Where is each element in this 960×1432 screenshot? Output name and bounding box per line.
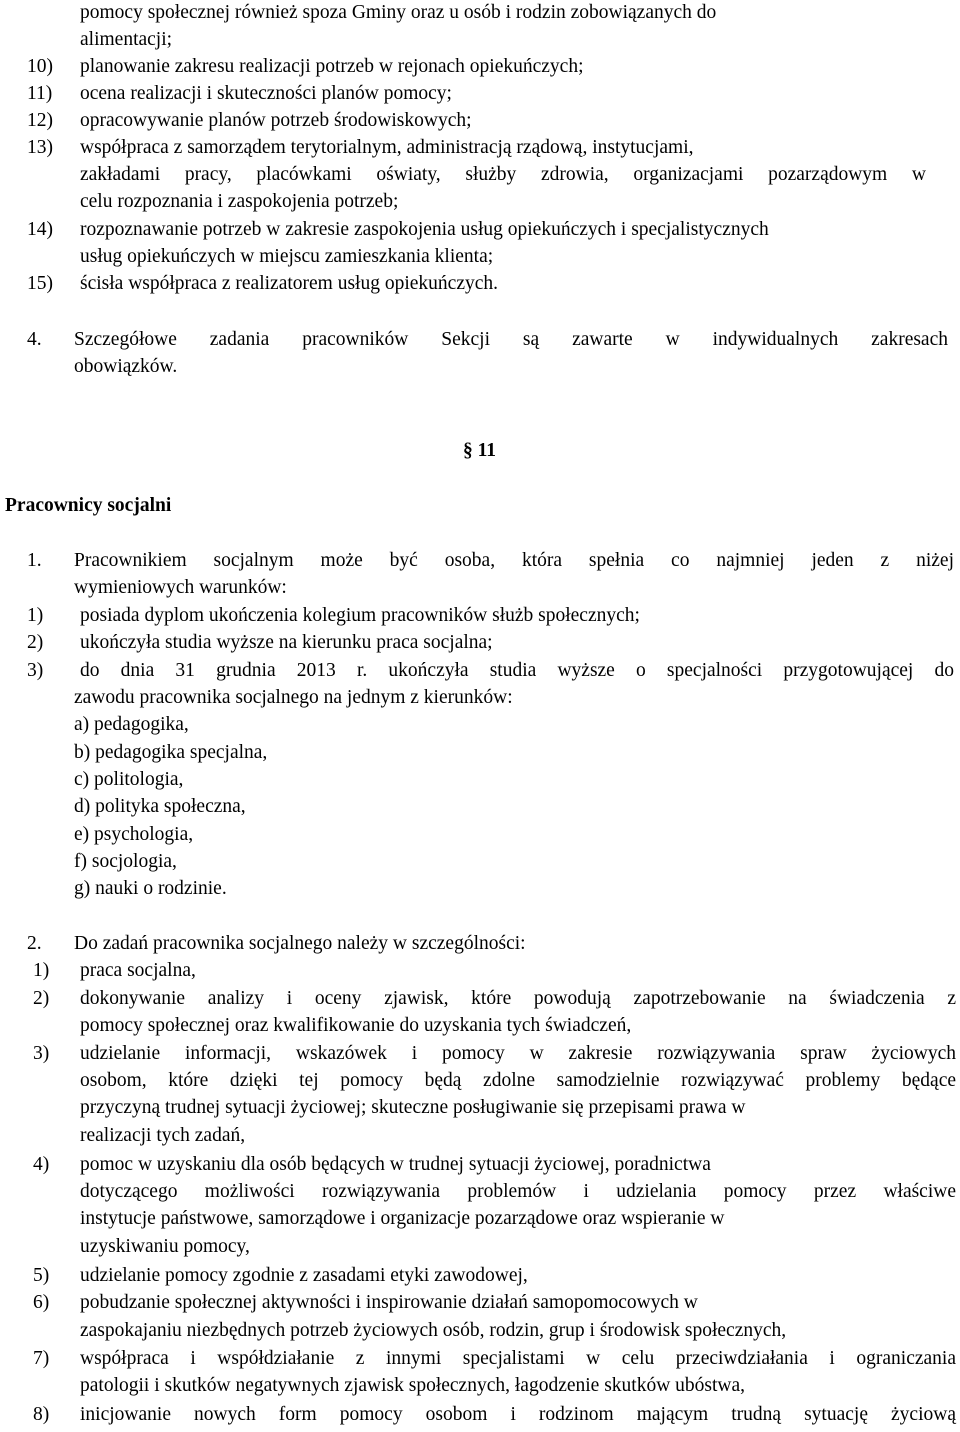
list-item-text: uzyskiwaniu pomocy, — [80, 1236, 250, 1257]
list-item-text: pomoc w uzyskaniu dla osób będących w trudnej sytuacji życiowej, poradnictwa — [80, 1154, 711, 1175]
list-item-number: 3) — [27, 660, 44, 681]
list-item-text: do dnia 31 grudnia 2013 r. ukończyła studia wyższe o specjalności przygotowującej do — [80, 660, 954, 681]
list-item-text: patologii i skutków negatywnych zjawisk społecznych, łagodzenie skutków ubóstwa, — [80, 1375, 746, 1396]
list-item-number: 7) — [33, 1348, 50, 1369]
list-item-text: zaspokajaniu niezbędnych potrzeb życiowych osób, rodzin, grup i środowisk społecznych, — [80, 1320, 787, 1341]
list-item-number: 2) — [33, 988, 50, 1009]
list-item-text: zawodu pracownika socjalnego na jednym z kierunków: — [74, 687, 513, 708]
point-text: Do zadań pracownika socjalnego należy w szczególności: — [74, 933, 526, 954]
list-item-number: 12) — [27, 110, 53, 131]
list-item-text: współpraca z samorządem terytorialnym, administracją rządową, instytucjami, — [80, 137, 694, 158]
list-item-text: realizacji tych zadań, — [80, 1125, 246, 1146]
point-number: 1. — [27, 550, 42, 571]
list-item-text: inicjowanie nowych form pomocy osobom i rodzinom mającym trudną sytuację życiową — [80, 1404, 956, 1425]
point-text: obowiązków. — [74, 356, 178, 377]
list-item-number: 14) — [27, 219, 53, 240]
sub-list-item: f) socjologia, — [74, 851, 177, 872]
list-item-text: praca socjalna, — [80, 960, 196, 981]
list-item-text: zakładami pracy, placówkami oświaty, służby zdrowia, organizacjami pozarządowym w — [80, 164, 926, 185]
list-item-text: dotyczącego możliwości rozwiązywania problemów i udzielania pomocy przez właściwe — [80, 1181, 956, 1202]
sub-list-item: c) politologia, — [74, 769, 184, 790]
list-item-text: celu rozpoznania i zaspokojenia potrzeb; — [80, 191, 399, 212]
list-item-text: dokonywanie analizy i oceny zjawisk, które powodują zapotrzebowanie na świadczenia z — [80, 988, 956, 1009]
list-item-number: 15) — [27, 273, 53, 294]
list-item-number: 4) — [33, 1154, 50, 1175]
list-item-number: 8) — [33, 1404, 50, 1425]
list-item-text: ścisła współpraca z realizatorem usług opiekuńczych. — [80, 273, 499, 294]
list-item-text: instytucje państwowe, samorządowe i organizacje pozarządowe oraz wspieranie w — [80, 1208, 725, 1229]
point-text: Pracownikiem socjalnym może być osoba, która spełnia co najmniej jeden z niżej — [74, 550, 954, 571]
list-item-text: rozpoznawanie potrzeb w zakresie zaspokojenia usług opiekuńczych i specjalistycznych — [80, 219, 769, 240]
list-item-text: współpraca i współdziałanie z innymi specjalistami w celu przeciwdziałania i ograniczania — [80, 1348, 956, 1369]
list-continuation-line: pomocy społecznej również spoza Gminy oraz u osób i rodzin zobowiązanych do — [80, 2, 717, 23]
list-item-number: 3) — [33, 1043, 50, 1064]
list-item-text: opracowywanie planów potrzeb środowiskowych; — [80, 110, 472, 131]
list-item-number: 10) — [27, 56, 53, 77]
sub-list-item: b) pedagogika specjalna, — [74, 742, 268, 763]
sub-list-item: e) psychologia, — [74, 824, 194, 845]
list-item-number: 6) — [33, 1292, 50, 1313]
list-item-text: pobudzanie społecznej aktywności i inspirowanie działań samopomocowych w — [80, 1292, 698, 1313]
list-item-text: udzielanie pomocy zgodnie z zasadami etyki zawodowej, — [80, 1265, 528, 1286]
point-text: Szczegółowe zadania pracowników Sekcji są zawarte w indywidualnych zakresach — [74, 329, 948, 350]
list-item-text: osobom, które dzięki tej pomocy będą zdolne samodzielnie rozwiązywać problemy będące — [80, 1070, 956, 1091]
point-number: 2. — [27, 933, 42, 954]
list-item-text: pomocy społecznej oraz kwalifikowanie do uzyskania tych świadczeń, — [80, 1015, 632, 1036]
section-heading: Pracownicy socjalni — [5, 495, 172, 516]
list-item-number: 11) — [27, 83, 53, 104]
sub-list-item: d) polityka społeczna, — [74, 796, 246, 817]
list-continuation-line: alimentacji; — [80, 29, 173, 50]
sub-list-item: a) pedagogika, — [74, 714, 189, 735]
list-item-number: 1) — [33, 960, 50, 981]
list-item-number: 1) — [27, 605, 44, 626]
paragraph-mark: § 11 — [463, 440, 497, 461]
list-item-number: 2) — [27, 632, 44, 653]
point-text: wymieniowych warunków: — [74, 577, 287, 598]
list-item-number: 5) — [33, 1265, 50, 1286]
sub-list-item: g) nauki o rodzinie. — [74, 878, 227, 899]
list-item-text: udzielanie informacji, wskazówek i pomocy w zakresie rozwiązywania spraw życiowych — [80, 1043, 956, 1064]
list-item-text: usług opiekuńczych w miejscu zamieszkania klienta; — [80, 246, 494, 267]
list-item-text: posiada dyplom ukończenia kolegium pracowników służb społecznych; — [80, 605, 640, 626]
list-item-text: planowanie zakresu realizacji potrzeb w rejonach opiekuńczych; — [80, 56, 584, 77]
list-item-text: ocena realizacji i skuteczności planów pomocy; — [80, 83, 452, 104]
point-number: 4. — [27, 329, 42, 350]
list-item-text: ukończyła studia wyższe na kierunku praca socjalna; — [80, 632, 493, 653]
list-item-text: przyczyną trudnej sytuacji życiowej; skuteczne posługiwanie się przepisami prawa w — [80, 1097, 746, 1118]
list-item-number: 13) — [27, 137, 53, 158]
